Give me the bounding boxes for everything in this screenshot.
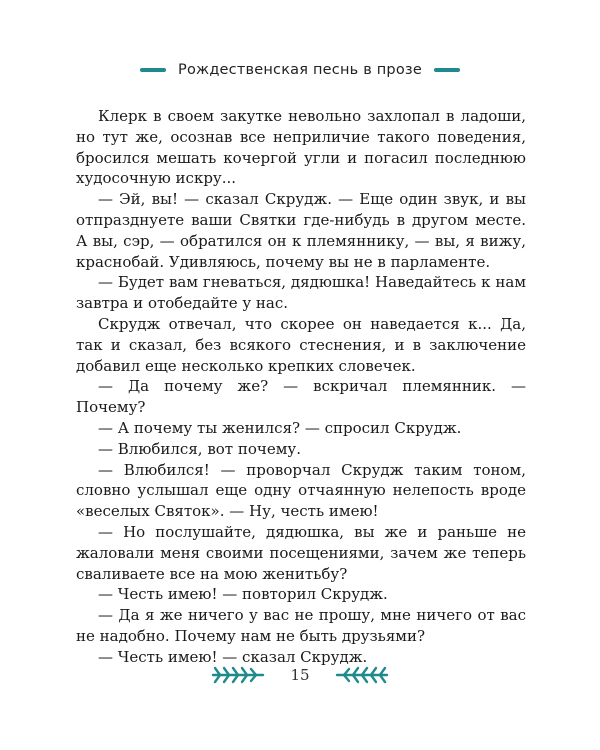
paragraph: — Эй, вы! — сказал Скрудж. — Еще один звук, и вы отпразднуете ваши Святки где-нибудь в другом месте. А вы, сэр, — обратился он к племяннику, — вы, я вижу, краснобай. Удивляюсь, почему вы не в парламенте. <box>76 190 526 271</box>
header-left-dash <box>140 68 166 72</box>
paragraph: — Влюбился! — проворчал Скрудж таким тоном, словно услышал еще одну отчаянную нелепость вроде «веселых Святок». — Ну, честь имею! <box>76 460 526 521</box>
paragraph: — А почему ты женился? — спросил Скрудж. <box>98 418 462 437</box>
paragraph: — Честь имею! — сказал Скрудж. <box>98 647 368 666</box>
paragraph: — Влюбился, вот почему. <box>98 439 301 458</box>
paragraph: — Да почему же? — вскричал племянник. — Почему? <box>76 377 526 417</box>
paragraph: — Честь имею! — повторил Скрудж. <box>98 585 388 604</box>
header-title: Рождественская песнь в прозе <box>178 62 422 78</box>
header-right-dash <box>434 68 460 72</box>
page-number: 15 <box>290 666 310 684</box>
paragraph: — Будет вам гневаться, дядюшка! Наведайтесь к нам завтра и отобедайте у нас. <box>76 273 526 313</box>
paragraph: — Да я же ничего у вас не прошу, мне ничего от вас не надобно. Почему нам не быть друзьями? <box>76 606 526 645</box>
fir-branch-icon <box>210 664 266 686</box>
running-header <box>0 58 600 82</box>
paragraph: Клерк в своем закутке невольно захлопал в ладоши, но тут же, осознав все неприличие такого поведения, бросился мешать кочергой угли и погасил последнюю худосочную искру... <box>76 107 526 188</box>
page-footer <box>0 660 600 690</box>
paragraph: — Но послушайте, дядюшка, вы же и раньше не жаловали меня своими посещениями, зачем же теперь сваливаете все на мою женитьбу? <box>76 522 526 583</box>
body-text <box>76 106 526 668</box>
paragraph: Скрудж отвечал, что скорее он наведается к... Да, так и сказал, без всякого стеснения, и в заключение добавил еще несколько крепких словечек. <box>76 314 526 375</box>
fir-branch-icon <box>334 664 390 686</box>
